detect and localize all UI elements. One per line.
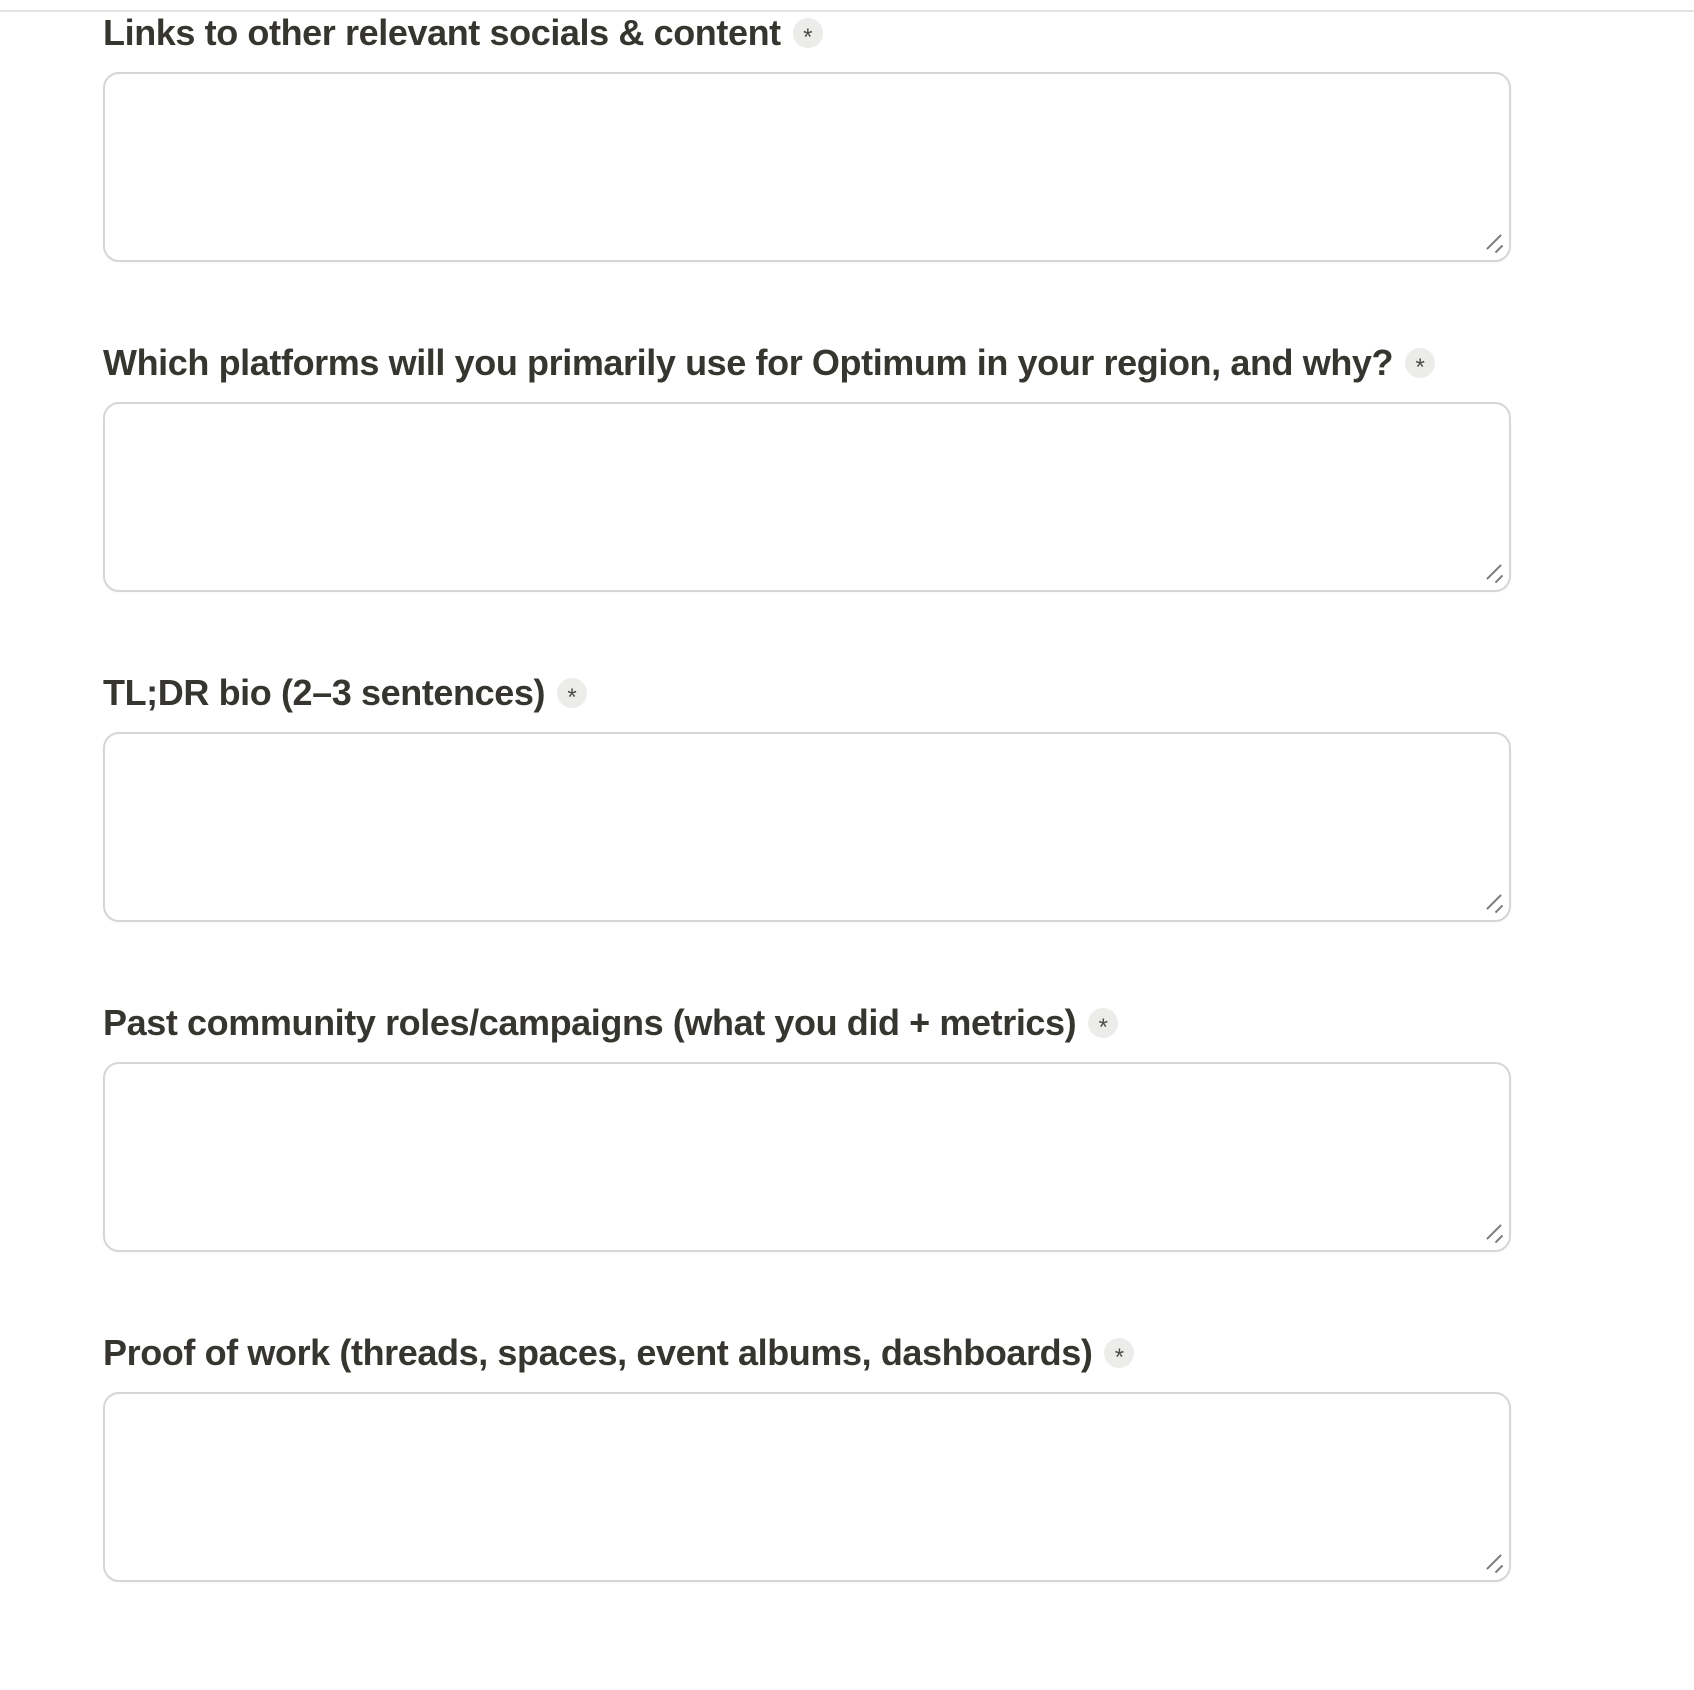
application-form [103, 8, 1511, 1658]
grip-line [1495, 1565, 1503, 1573]
required-badge [557, 678, 587, 712]
form-field [103, 338, 1511, 592]
field-label-text: Proof of work (threads, spaces, event albums, dashboards) [103, 1332, 1093, 1373]
textarea-wrapper [103, 1392, 1511, 1582]
required-badge [1405, 348, 1435, 382]
grip-line [1495, 905, 1503, 913]
asterisk-icon: * [567, 684, 577, 712]
grip-line [1495, 575, 1503, 583]
required-badge [793, 18, 823, 52]
field-label [103, 1328, 1511, 1378]
field-textarea[interactable] [103, 732, 1511, 922]
required-badge [1088, 1008, 1118, 1042]
field-label [103, 338, 1511, 388]
resize-handle-icon[interactable] [1479, 558, 1505, 584]
field-label-text: TL;DR bio (2–3 sentences) [103, 672, 546, 713]
asterisk-icon: * [1114, 1344, 1125, 1372]
form-field [103, 1328, 1511, 1582]
field-label [103, 668, 1511, 718]
resize-handle-icon[interactable] [1479, 1548, 1505, 1574]
field-label-text: Links to other relevant socials & content [103, 12, 781, 53]
textarea-wrapper [103, 732, 1511, 922]
field-label-text: Which platforms will you primarily use for Optimum in your region, and why? [103, 342, 1394, 383]
field-label-text: Past community roles/campaigns (what you did + metrics) [103, 1002, 1077, 1043]
textarea-wrapper [103, 1062, 1511, 1252]
grip-line [1495, 245, 1503, 253]
field-textarea[interactable] [103, 1062, 1511, 1252]
form-field [103, 668, 1511, 922]
form-field [103, 998, 1511, 1252]
required-badge [1104, 1338, 1134, 1372]
field-label [103, 998, 1511, 1048]
form-field [103, 8, 1511, 262]
textarea-wrapper [103, 72, 1511, 262]
field-label [103, 8, 1511, 58]
grip-line [1495, 1235, 1503, 1243]
resize-handle-icon[interactable] [1479, 1218, 1505, 1244]
resize-handle-icon[interactable] [1479, 888, 1505, 914]
asterisk-icon: * [803, 24, 813, 52]
asterisk-icon: * [1098, 1014, 1108, 1042]
resize-handle-icon[interactable] [1479, 228, 1505, 254]
asterisk-icon: * [1415, 354, 1425, 382]
field-textarea[interactable] [103, 402, 1511, 592]
field-textarea[interactable] [103, 1392, 1511, 1582]
textarea-wrapper [103, 402, 1511, 592]
field-textarea[interactable] [103, 72, 1511, 262]
